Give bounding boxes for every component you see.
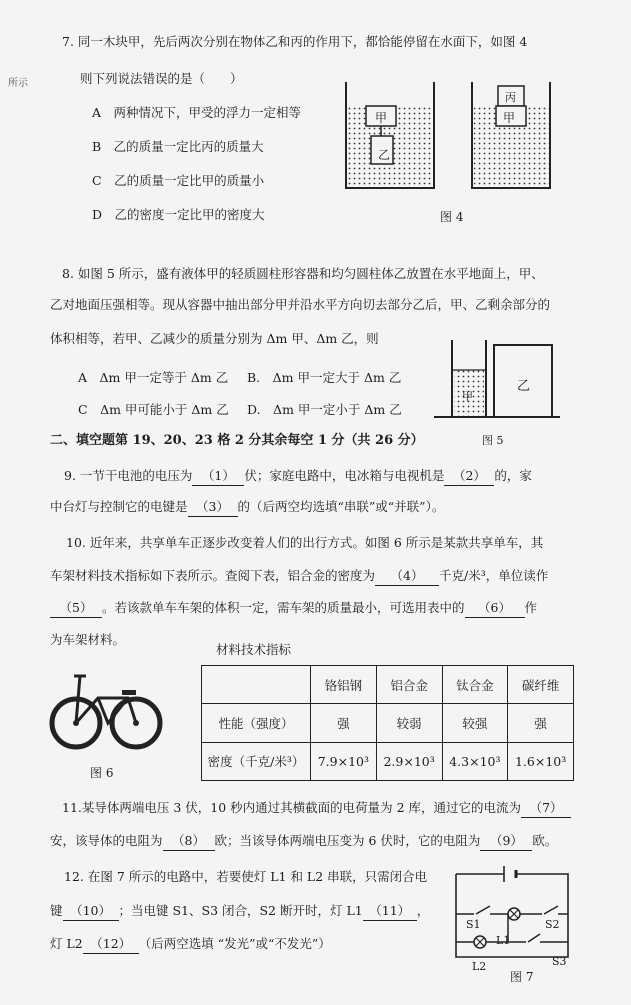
- fig4-label-bing: 丙: [505, 91, 516, 104]
- table-cell: 强: [311, 704, 377, 742]
- q9-text-2: 伏；家庭电路中，电冰箱与电视机是: [244, 468, 445, 483]
- q10-text-1: 车架材料技术指标如下表所示。查阅下表，铝合金的密度为: [50, 568, 376, 583]
- q9-text-5: 的（后两空均选填“串联”或“并联”）。: [237, 499, 445, 514]
- fig4-caption: 图 4: [440, 210, 464, 224]
- q12-text-2: ；当电键 S1、S3 闭合，S2 断开时，灯 L1: [118, 903, 363, 918]
- q9-text-3: 的，家: [494, 468, 532, 483]
- q8-option-c: C Δm 甲可能小于 Δm 乙: [78, 402, 229, 417]
- q12-text-1: 键: [50, 903, 63, 918]
- q8-option-b: B. Δm 甲一定大于 Δm 乙: [247, 370, 402, 385]
- q8-line1: 8. 如图 5 所示，盛有液体甲的轻质圆柱形容器和均匀圆柱体乙放置在水平地面上，甲、: [62, 266, 544, 281]
- table-cell: 1.6×10³: [508, 742, 574, 780]
- q12-line3: [50, 935, 331, 954]
- q10-line1: 10. 近年来，共享单车正逐步改变着人们的出行方式。如图 6 所示是某款共享单车，其: [66, 535, 544, 550]
- q12-line1: 12. 在图 7 所示的电路中，若要使灯 L1 和 L2 串联，只需闭合电: [64, 869, 428, 884]
- table-cell: 性能（强度）: [202, 704, 311, 742]
- figure-4: [338, 72, 553, 222]
- q7-line1: 7. 同一木块甲，先后两次分别在物体乙和丙的作用下，都恰能停留在水面下，如图 4: [62, 34, 528, 49]
- blank-12: （12）: [83, 935, 139, 954]
- q9-text-4: 中台灯与控制它的电键是: [50, 499, 188, 514]
- q11-text-1: 11.某导体两端电压 3 伏，10 秒内通过其横截面的电荷量为 2 库，通过它的电流为: [62, 800, 522, 815]
- margin-note: 所示: [8, 78, 28, 89]
- blank-5: （5）: [50, 599, 102, 618]
- bicycle-figure: [48, 668, 168, 758]
- blank-10: （10）: [63, 902, 119, 921]
- section-2-heading: 二、填空题第 19、20、23 格 2 分其余每空 1 分（共 26 分）: [50, 433, 424, 448]
- table-cell: 2.9×10³: [376, 742, 442, 780]
- blank-1: （1）: [192, 467, 244, 486]
- table-cell: 较弱: [376, 704, 442, 742]
- fig7-label-s2: S2: [545, 918, 560, 931]
- fig5-label-yi: 乙: [517, 379, 531, 394]
- fig5-label-jia: 甲: [462, 390, 473, 403]
- q8-line3: 体积相等，若甲、乙减少的质量分别为 Δm 甲、Δm 乙，则: [50, 331, 379, 346]
- q8-option-d: D. Δm 甲一定小于 Δm 乙: [247, 402, 402, 417]
- table-cell: 密度（千克/米³）: [202, 742, 311, 780]
- table-header-cell: 碳纤维: [508, 666, 574, 704]
- q10-text-3: 。若该款单车车架的体积一定，需车架的质量最小，可选用表中的: [102, 600, 465, 615]
- q10-line3: [50, 599, 537, 618]
- q7-line2: 则下列说法错误的是（ ）: [80, 71, 243, 86]
- q11-text-3: 欧；当该导体两端电压变为 6 伏时，它的电阻为: [214, 833, 481, 848]
- materials-table: [201, 665, 574, 781]
- table-title: 材料技术指标: [216, 642, 292, 657]
- blank-11: （11）: [363, 902, 417, 921]
- q11-line2: [50, 832, 557, 851]
- table-cell: 强: [508, 704, 574, 742]
- table-row: [202, 704, 574, 742]
- q12-line2: [50, 902, 429, 921]
- q12-text-5: （后两空选填 “发光”或“不发光”）: [138, 936, 331, 951]
- blank-9: （9）: [480, 832, 532, 851]
- q11-text-4: 欧。: [532, 833, 558, 848]
- table-cell: 7.9×10³: [311, 742, 377, 780]
- q9-text-1: 9. 一节干电池的电压为: [64, 468, 193, 483]
- fig4-label-jia-1: 甲: [375, 111, 388, 125]
- fig7-label-s3: S3: [552, 955, 567, 968]
- q9-line2: [50, 498, 444, 517]
- fig4-label-jia-2: 甲: [503, 111, 516, 125]
- blank-4: （4）: [375, 567, 439, 586]
- fig4-label-yi: 乙: [378, 148, 391, 162]
- table-row: [202, 742, 574, 780]
- blank-7: （7）: [521, 799, 571, 818]
- q10-line4: 为车架材料。: [50, 632, 126, 647]
- q7-option-c: C 乙的质量一定比甲的质量小: [92, 173, 265, 188]
- q7-option-d: D 乙的密度一定比甲的密度大: [92, 207, 265, 222]
- q12-text-4: 灯 L2: [50, 936, 83, 951]
- q9-line1: [64, 467, 532, 486]
- q7-option-b: B 乙的质量一定比丙的质量大: [92, 139, 264, 154]
- table-header-cell: [202, 666, 311, 704]
- fig7-label-l1: L1: [496, 934, 511, 947]
- figure-5: [432, 335, 562, 425]
- table-header-cell: 铝合金: [376, 666, 442, 704]
- fig7-label-s1: S1: [466, 918, 481, 931]
- q8-option-a: A Δm 甲一定等于 Δm 乙: [78, 370, 229, 385]
- blank-3: （3）: [188, 498, 238, 517]
- table-header-cell: 铬铝钢: [311, 666, 377, 704]
- blank-8: （8）: [163, 832, 215, 851]
- q7-option-a: A 两种情况下，甲受的浮力一定相等: [92, 105, 302, 120]
- table-header-cell: 钛合金: [442, 666, 508, 704]
- blank-6: （6）: [465, 599, 525, 618]
- q10-text-4: 作: [524, 600, 538, 615]
- q10-line2: [50, 567, 548, 586]
- fig5-caption: 图 5: [482, 434, 504, 447]
- q8-line2: 乙对地面压强相等。现从容器中抽出部分甲并沿水平方向切去部分乙后，甲、乙剩余部分的: [50, 297, 551, 312]
- fig6-caption: 图 6: [90, 766, 114, 780]
- q10-text-2: 千克/米³，单位读作: [439, 568, 549, 583]
- table-cell: 4.3×10³: [442, 742, 508, 780]
- table-cell: 较强: [442, 704, 508, 742]
- table-header-row: [202, 666, 574, 704]
- q11-line1: [62, 799, 571, 818]
- fig7-caption: 图 7: [510, 970, 534, 984]
- fig7-label-l2: L2: [472, 960, 487, 973]
- q11-text-2: 安，该导体的电阻为: [50, 833, 163, 848]
- q12-text-3: ，: [416, 903, 430, 918]
- blank-2: （2）: [444, 467, 494, 486]
